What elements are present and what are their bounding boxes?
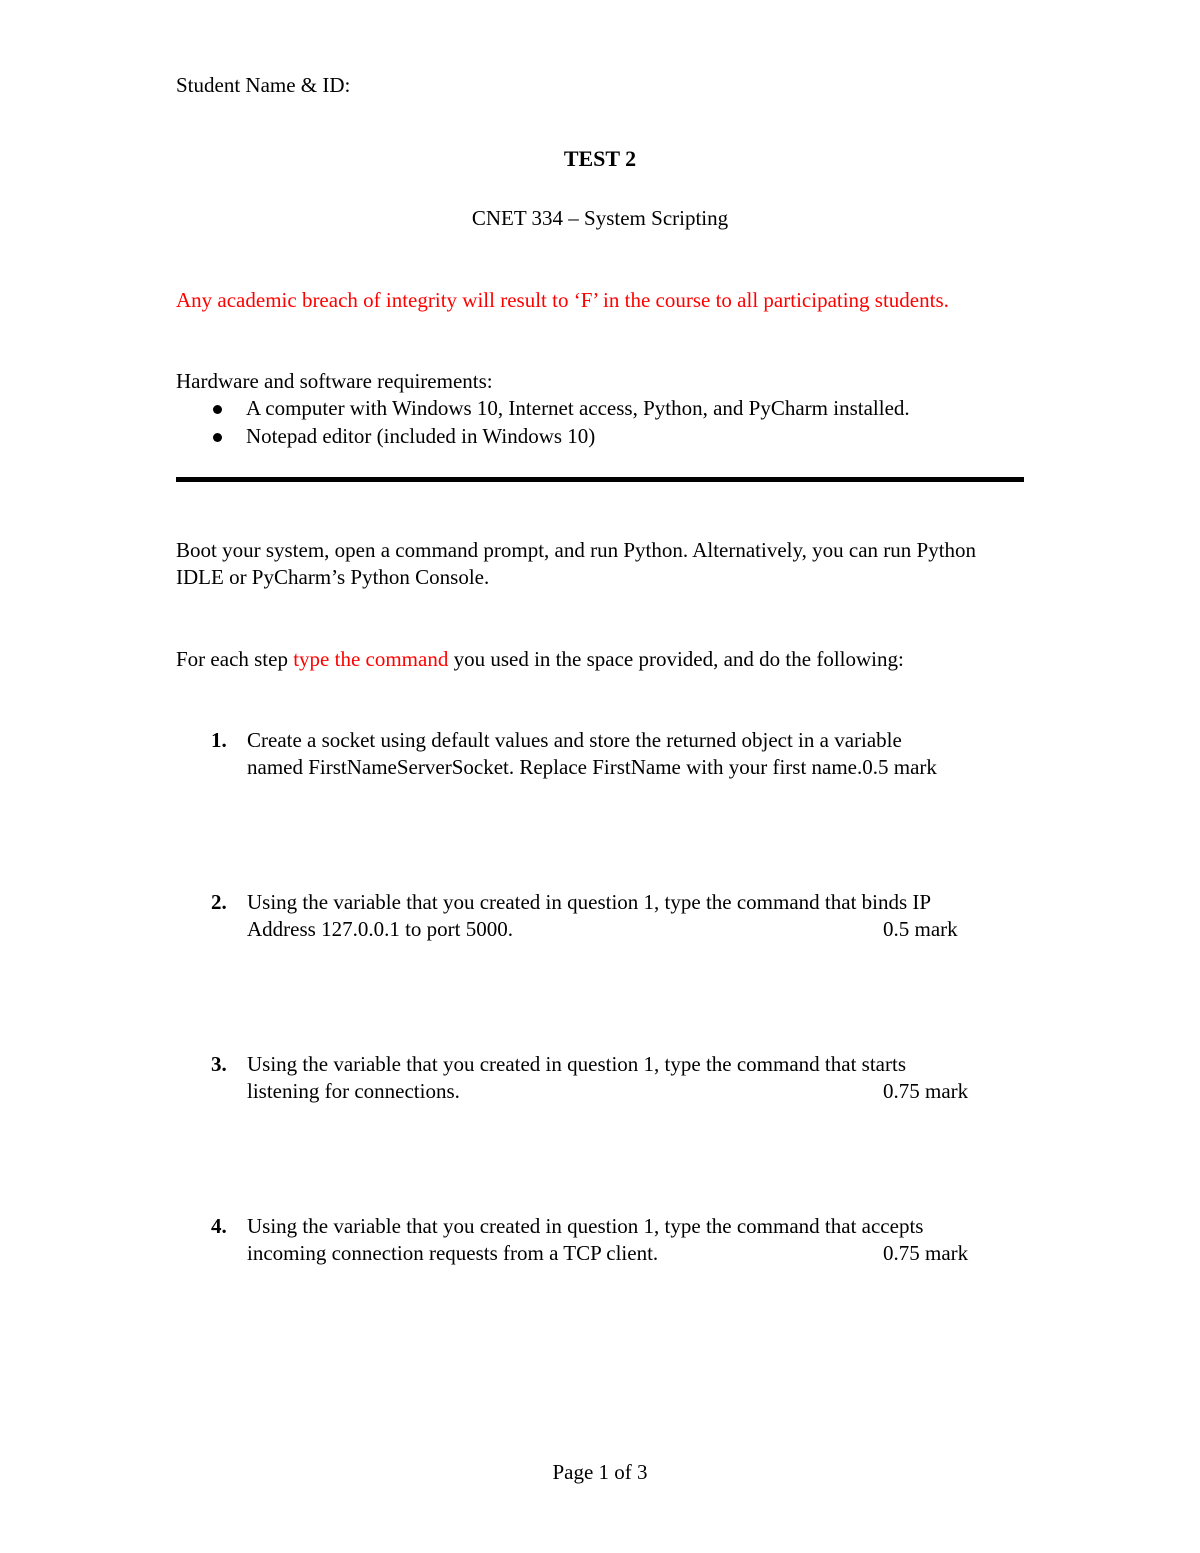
requirement-item [176,423,910,451]
requirements-list [176,395,910,451]
bullet-icon [213,433,222,442]
requirement-text: A computer with Windows 10, Internet access, Python, and PyCharm installed. [246,396,910,420]
question-number: 3. [211,1052,227,1076]
instruction-text-before: For each step [176,647,294,671]
question-mark: 0.75 mark [883,1241,969,1265]
instruction-paragraph [176,646,904,673]
question-line-1: Using the variable that you created in question 1, type the command that accepts [247,1214,924,1238]
question-number: 1. [211,728,227,752]
question-line-1: Using the variable that you created in question 1, type the command that binds IP [247,890,932,914]
student-name-id-label: Student Name & ID: [176,73,351,97]
intro-paragraph: Boot your system, open a command prompt, and run Python. Alternatively, you can run Python IDLE or PyCharm’s Python Console. [176,538,977,589]
question-mark: 0.5 mark [883,917,958,941]
requirements-heading: Hardware and software requirements: [176,369,493,393]
integrity-warning: Any academic breach of integrity will result to ‘F’ in the course to all participating students. [176,288,949,312]
course-title: CNET 334 – System Scripting [471,206,729,230]
question-line-2 [247,1240,969,1267]
test-title: TEST 2 [563,146,637,171]
question-text [247,727,937,781]
question-line-2-text: listening for connections. [247,1079,460,1103]
requirement-item [176,395,910,423]
question-text [247,889,958,943]
requirement-text: Notepad editor (included in Windows 10) [246,424,596,448]
question-mark: 0.5 mark [862,755,937,779]
question-mark: 0.75 mark [883,1079,969,1103]
question-line-2 [247,1078,969,1105]
question-line-2 [247,916,958,943]
question-line-2-text: Address 127.0.0.1 to port 5000. [247,917,513,941]
question-text [247,1051,969,1105]
question-number: 2. [211,890,227,914]
question-number: 4. [211,1214,227,1238]
question-line-2-text: incoming connection requests from a TCP client. [247,1241,659,1265]
instruction-highlight: type the command [293,647,449,671]
instruction-text-after: you used in the space provided, and do the following: [448,647,904,671]
question-line-2-text: named FirstNameServerSocket. Replace FirstName with your first name. [247,755,863,779]
horizontal-divider [176,477,1024,482]
bullet-icon [213,405,222,414]
question-line-1: Create a socket using default values and store the returned object in a variable [247,728,902,752]
page-number: Page 1 of 3 [552,1460,648,1484]
question-line-1: Using the variable that you created in question 1, type the command that starts [247,1052,906,1076]
question-text [247,1213,969,1267]
question-line-2 [247,754,937,781]
